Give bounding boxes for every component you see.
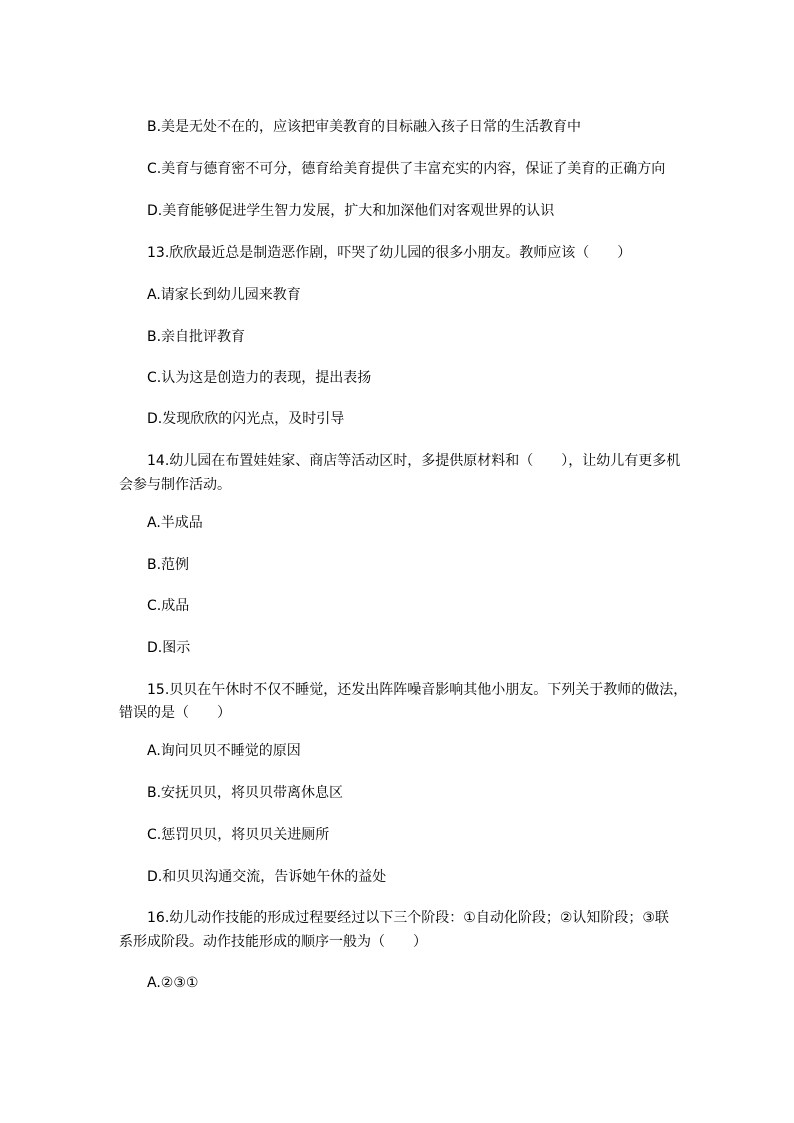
q14-option-b: B.范例 [147,557,190,573]
q13-option-a: A.请家长到幼儿园来教育 [147,287,301,303]
q15-stem-line2: 错误的是（ ） [119,705,231,721]
q13-option-c: C.认为这是创造力的表现，提出表扬 [147,370,372,386]
q13-stem: 13.欣欣最近总是制造恶作剧，吓哭了幼儿园的很多小朋友。教师应该（ ） [147,245,632,261]
q15-option-a: A.询问贝贝不睡觉的原因 [147,743,301,759]
q15-stem-line1: 15.贝贝在午休时不仅不睡觉，还发出阵阵噪音影响其他小朋友。下列关于教师的做法， [147,682,688,698]
q16-stem-line1: 16.幼儿动作技能的形成过程要经过以下三个阶段：①自动化阶段；②认知阶段；③联 [147,910,669,926]
q16-stem-line2: 系形成阶段。动作技能形成的顺序一般为（ ） [119,934,427,950]
q14-option-a: A.半成品 [147,515,203,531]
q14-option-c: C.成品 [147,598,190,614]
q16-option-a: A.②③① [147,975,199,991]
q14-stem-line2: 会参与制作活动。 [119,477,231,493]
q12-option-b: B.美是无处不在的，应该把审美教育的目标融入孩子日常的生活教育中 [147,119,582,135]
q13-option-b: B.亲自批评教育 [147,329,246,345]
q15-option-d: D.和贝贝沟通交流，告诉她午休的益处 [147,869,387,885]
q12-option-d: D.美育能够促进学生智力发展，扩大和加深他们对客观世界的认识 [147,203,555,219]
q13-option-d: D.发现欣欣的闪光点，及时引导 [147,411,345,427]
q14-stem-line1: 14.幼儿园在布置娃娃家、商店等活动区时，多提供原材料和（ ），让幼儿有更多机 [147,453,681,469]
q15-option-b: B.安抚贝贝，将贝贝带离休息区 [147,785,344,801]
q14-option-d: D.图示 [147,640,191,656]
q12-option-c: C.美育与德育密不可分，德育给美育提供了丰富充实的内容，保证了美育的正确方向 [147,161,666,177]
q15-option-c: C.惩罚贝贝，将贝贝关进厕所 [147,827,330,843]
